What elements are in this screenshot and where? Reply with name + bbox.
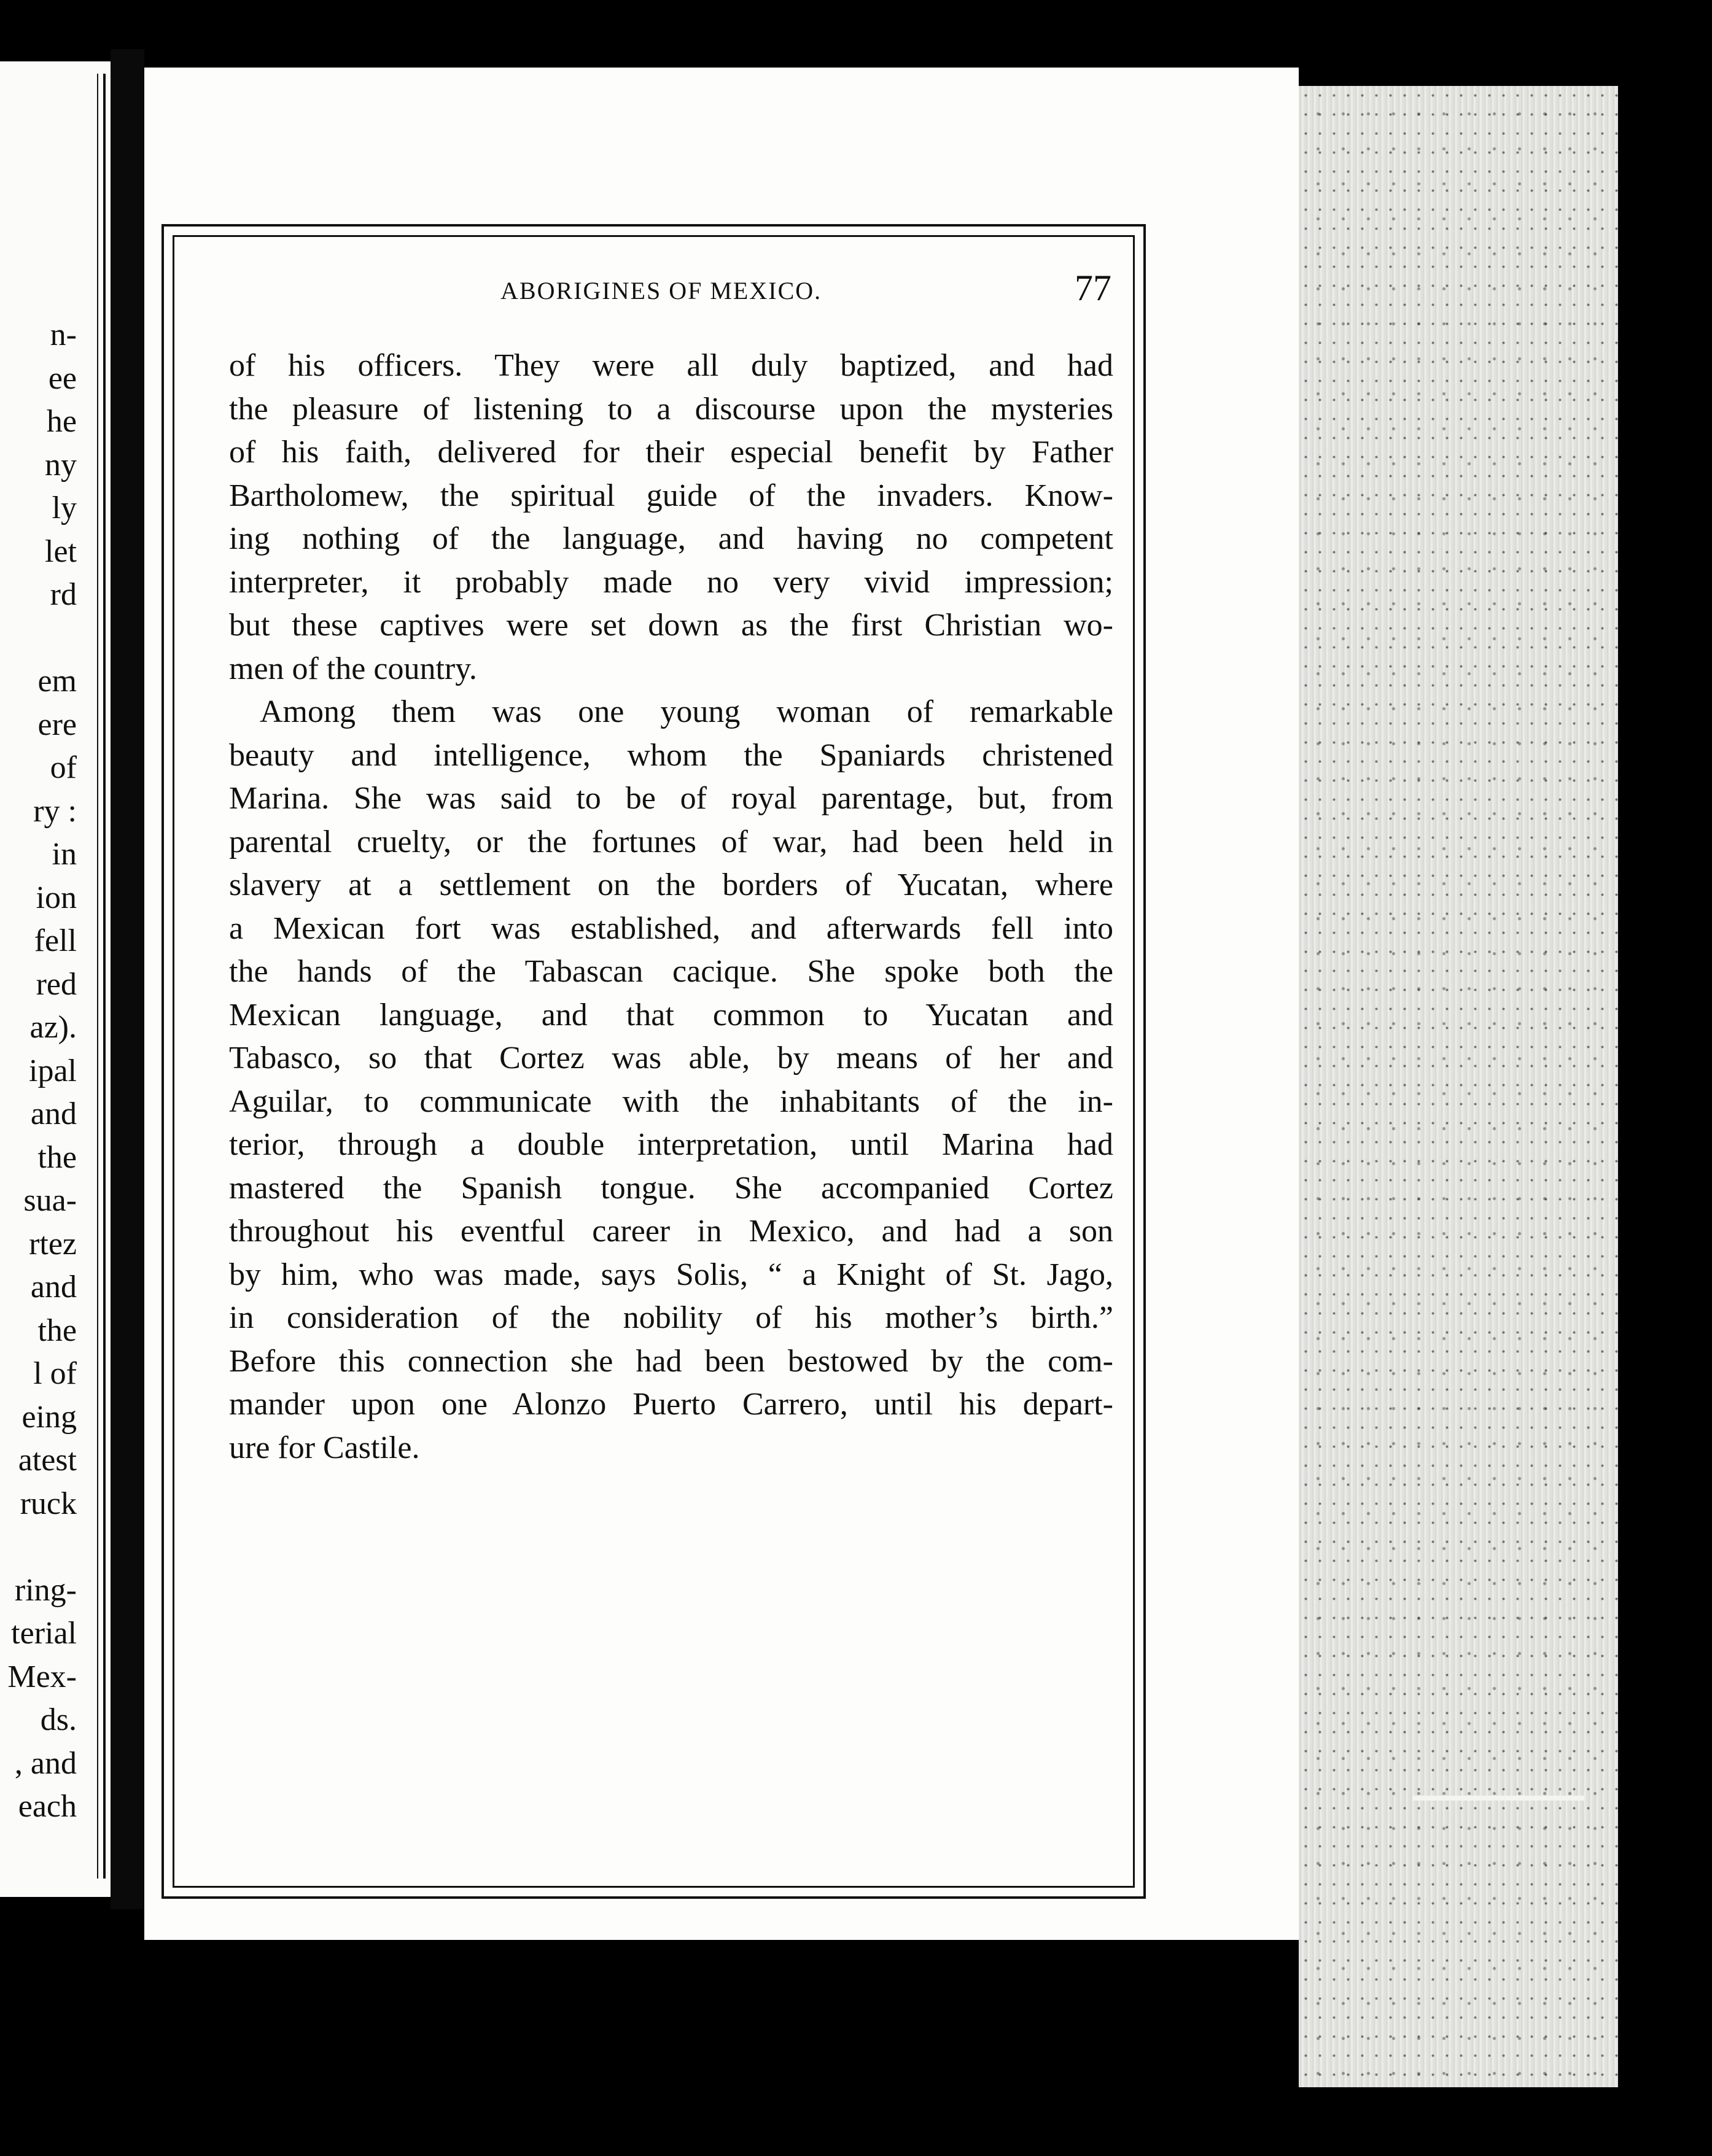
- previous-page-line: let: [45, 533, 77, 569]
- text-line: throughout his eventful career in Mexico, and had a son: [229, 1214, 1113, 1249]
- text-line: beauty and intelligence, whom the Spaniards christened: [229, 737, 1113, 773]
- text-line: ing nothing of the language, and having no competent: [229, 521, 1113, 556]
- book-page-edges: [1299, 86, 1618, 2087]
- text-line: of his faith, delivered for their especial benefit by Father: [229, 435, 1113, 470]
- text-line: men of the country.: [229, 651, 477, 686]
- previous-page-line: and: [30, 1270, 77, 1305]
- previous-page-fragment: [0, 61, 111, 1897]
- previous-page-line: ee: [48, 360, 77, 396]
- previous-page-line: ny: [45, 447, 77, 483]
- previous-page-line: ere: [37, 707, 77, 742]
- previous-page-line: the: [37, 1313, 77, 1348]
- previous-page-line: , and: [14, 1745, 77, 1781]
- text-line: of his officers. They were all duly baptized, and had: [229, 348, 1113, 383]
- text-line: Mexican language, and that common to Yucatan and: [229, 997, 1113, 1033]
- previous-page-line: ds.: [40, 1702, 77, 1737]
- previous-page-line: fell: [34, 923, 77, 958]
- text-line: Marina. She was said to be of royal parentage, but, from: [229, 781, 1113, 816]
- previous-page-line: ion: [36, 880, 77, 915]
- previous-page-line: ly: [52, 491, 77, 525]
- previous-page-line: and: [30, 1096, 77, 1131]
- text-line: Before this connection she had been bestowed by the com-: [229, 1343, 1113, 1379]
- page-number: 77: [1075, 268, 1111, 308]
- text-line: Among them was one young woman of remarkable: [260, 694, 1113, 729]
- book-gutter: [111, 49, 144, 1909]
- previous-page-line: red: [36, 966, 77, 1002]
- previous-page-line: eing: [21, 1399, 77, 1435]
- previous-page-line: rd: [50, 577, 77, 612]
- text-line: a Mexican fort was established, and afterwards fell into: [229, 910, 1113, 946]
- previous-page-line: rtez: [29, 1226, 77, 1262]
- text-line: slavery at a settlement on the borders of Yucatan, where: [229, 867, 1113, 902]
- text-line: by him, who was made, says Solis, “ a Knight of St. Jago,: [229, 1257, 1113, 1292]
- text-line: mander upon one Alonzo Puerto Carrero, until his depart-: [229, 1387, 1113, 1422]
- previous-page-border: [97, 74, 106, 1879]
- previous-page-line: ipal: [29, 1053, 77, 1088]
- previous-page-line: sua-: [23, 1183, 77, 1218]
- previous-page-line: he: [46, 404, 77, 439]
- previous-page-line: ruck: [20, 1486, 77, 1521]
- text-line: parental cruelty, or the fortunes of war, had been held in: [229, 824, 1113, 859]
- previous-page-line: az).: [29, 1010, 77, 1045]
- text-line: the pleasure of listening to a discourse upon the mysteries: [229, 391, 1113, 427]
- previous-page-line: Mex-: [7, 1659, 77, 1694]
- previous-page-line: each: [18, 1789, 77, 1824]
- edge-speckle-secondary: [1299, 86, 1618, 2087]
- text-line: but these captives were set down as the first Christian wo-: [229, 608, 1113, 643]
- previous-page-line: terial: [11, 1616, 77, 1651]
- edge-mark: [1412, 1796, 1584, 1801]
- text-line: in consideration of the nobility of his mother’s birth.”: [229, 1300, 1113, 1335]
- text-line: mastered the Spanish tongue. She accompanied Cortez: [229, 1170, 1113, 1206]
- previous-page-line: of: [50, 750, 77, 785]
- previous-page-line: l of: [33, 1356, 77, 1391]
- previous-page-line: in: [52, 837, 77, 872]
- text-line: Aguilar, to communicate with the inhabitants of the in-: [229, 1084, 1113, 1119]
- running-head: ABORIGINES OF MEXICO.: [500, 277, 822, 304]
- previous-page-line: ry :: [33, 793, 77, 829]
- previous-page-line: em: [37, 664, 77, 699]
- previous-page-line: the: [37, 1139, 77, 1175]
- text-line: the hands of the Tabascan cacique. She spoke both the: [229, 954, 1113, 989]
- previous-page-line: n-: [50, 317, 77, 352]
- text-line: terior, through a double interpretation, until Marina had: [229, 1127, 1113, 1162]
- text-line: ure for Castile.: [229, 1430, 420, 1465]
- previous-page-line: atest: [18, 1443, 77, 1478]
- text-line: Bartholomew, the spiritual guide of the invaders. Know-: [229, 478, 1113, 513]
- previous-page-line: ring-: [14, 1572, 77, 1608]
- text-line: interpreter, it probably made no very vivid impression;: [229, 564, 1113, 600]
- book-page: [144, 68, 1299, 1940]
- text-line: Tabasco, so that Cortez was able, by means of her and: [229, 1041, 1113, 1076]
